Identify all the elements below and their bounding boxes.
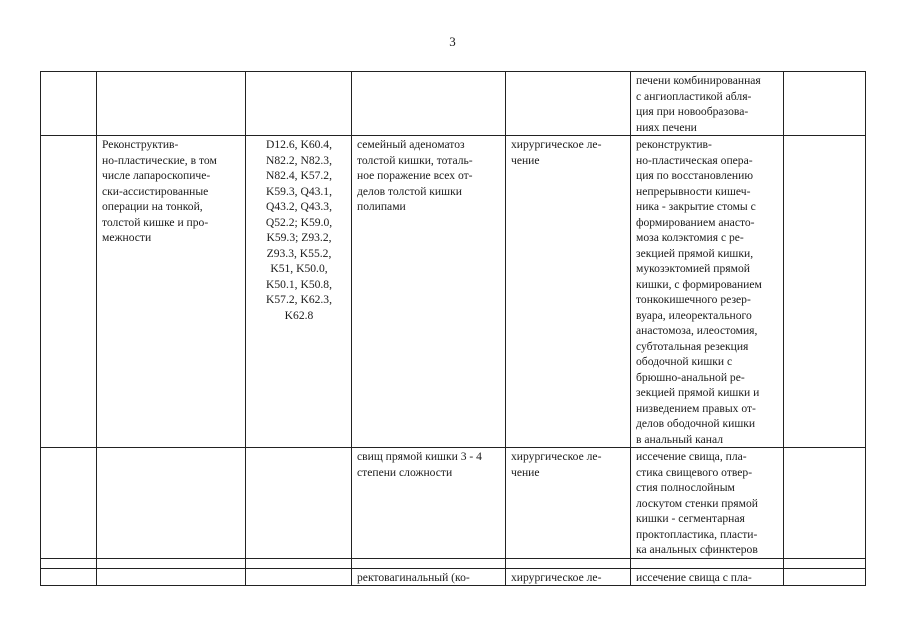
codes-cell	[246, 136, 352, 448]
method-cell	[97, 568, 246, 586]
description-line: ника - закрытие стомы с	[636, 200, 756, 213]
model-line: полипами	[357, 200, 406, 213]
description-line: формированием анасто-	[636, 215, 755, 229]
description-line: анастомоза, илеостомия,	[636, 324, 758, 337]
description-cell	[631, 558, 784, 568]
treatment-line: хирургическое ле-	[511, 450, 602, 463]
model-cell	[352, 558, 506, 568]
description-line: ция при новообразова-	[636, 105, 749, 118]
table-row	[41, 136, 866, 448]
description-line: моза колэктомия с ре-	[636, 231, 744, 244]
method-cell	[97, 72, 246, 136]
treatment-cell	[506, 558, 631, 568]
number-cell	[41, 568, 97, 586]
table-row	[41, 448, 866, 559]
description-line: лоскутом стенки прямой	[636, 496, 758, 510]
treatment-cell	[506, 448, 631, 559]
number-cell	[41, 136, 97, 448]
description-cell	[631, 72, 784, 136]
description-line: зекцией прямой кишки,	[636, 246, 754, 260]
model-line: делов толстой кишки	[357, 184, 462, 198]
table-row	[41, 558, 866, 568]
method-cell	[97, 558, 246, 568]
codes-line: D12.6, K60.4,	[265, 138, 333, 151]
description-line: низведением правых от-	[636, 401, 756, 415]
model-line: толстой кишки, тоталь-	[357, 153, 473, 167]
codes-line: N82.4, K57.2,	[265, 169, 333, 182]
description-line: кишки - сегментарная	[636, 512, 745, 525]
page-number: 3	[449, 34, 456, 49]
codes-line: K51, K50.0,	[270, 262, 328, 275]
description-line: кишки, с формированием	[636, 277, 762, 291]
codes-line: K57.2, K62.3,	[265, 293, 333, 306]
codes-cell	[246, 448, 352, 559]
description-line: ция по восстановлению	[636, 169, 753, 182]
description-line: с ангиопластикой абля-	[636, 89, 752, 103]
description-cell	[631, 448, 784, 559]
method-line: числе лапароскопиче-	[102, 169, 211, 182]
treatment-table	[40, 71, 866, 586]
codes-cell	[246, 72, 352, 136]
number-cell	[41, 448, 97, 559]
description-line: иссечение свища, пла-	[636, 450, 747, 463]
table-row	[41, 72, 866, 136]
description-line: но-пластическая опера-	[636, 153, 753, 167]
description-line: ка анальных сфинктеров	[636, 543, 758, 556]
method-line: но-пластические, в том	[102, 153, 217, 167]
codes-line: K59.3; Z93.2,	[266, 231, 332, 244]
treatment-line: хирургическое ле-	[511, 138, 602, 151]
codes-cell	[246, 568, 352, 586]
description-line: ниях печени	[636, 120, 697, 134]
description-line: зекцией прямой кишки и	[636, 386, 760, 399]
model-cell	[352, 136, 506, 448]
model-line: ное поражение всех от-	[357, 169, 473, 182]
number-cell	[41, 72, 97, 136]
method-line: межности	[102, 231, 152, 244]
method-cell	[97, 448, 246, 559]
method-line: толстой кишке и про-	[102, 215, 209, 229]
model-cell	[352, 568, 506, 586]
cost-cell	[784, 568, 866, 586]
description-line: субтотальная резекция	[636, 339, 749, 353]
description-line: стия полнослойным	[636, 481, 735, 494]
description-line: реконструктив-	[636, 138, 712, 151]
codes-line: K62.8	[284, 308, 314, 322]
method-cell	[97, 136, 246, 448]
description-line: тонкокишечного резер-	[636, 293, 751, 306]
treatment-line: хирургическое ле-	[511, 570, 602, 584]
cost-cell	[784, 136, 866, 448]
treatment-line: чение	[511, 153, 540, 167]
model-line: ректовагинальный (ко-	[357, 570, 470, 584]
description-line: проктопластика, пласти-	[636, 527, 758, 541]
codes-line: Q43.2, Q43.3,	[265, 200, 333, 213]
description-line: делов ободочной кишки	[636, 417, 756, 430]
cost-cell	[784, 558, 866, 568]
description-line: мукозэктомией прямой	[636, 262, 750, 275]
cost-cell	[784, 448, 866, 559]
description-line: в анальный канал	[636, 432, 723, 446]
description-line: ободочной кишки с	[636, 355, 733, 368]
method-line: Реконструктив-	[102, 138, 179, 151]
codes-line: K50.1, K50.8,	[265, 277, 333, 291]
table-row	[41, 568, 866, 586]
method-line: операции на тонкой,	[102, 200, 203, 213]
treatment-line: чение	[511, 465, 540, 479]
codes-line: Z93.3, K55.2,	[266, 246, 332, 260]
treatment-cell	[506, 568, 631, 586]
model-cell	[352, 72, 506, 136]
codes-line: N82.2, N82.3,	[265, 153, 333, 167]
description-line: стика свищевого отвер-	[636, 465, 753, 479]
description-cell	[631, 136, 784, 448]
description-line: непрерывности кишеч-	[636, 184, 751, 198]
cost-cell	[784, 72, 866, 136]
description-line: брюшно-анальной ре-	[636, 370, 745, 384]
model-cell	[352, 448, 506, 559]
description-cell	[631, 568, 784, 586]
number-cell	[41, 558, 97, 568]
method-line: ски-ассистированные	[102, 184, 209, 198]
description-line: вуара, илеоректального	[636, 308, 752, 322]
model-line: семейный аденоматоз	[357, 138, 465, 151]
treatment-cell	[506, 136, 631, 448]
model-line: степени сложности	[357, 465, 453, 479]
model-line: свищ прямой кишки 3 - 4	[357, 450, 482, 463]
treatment-cell	[506, 72, 631, 136]
description-line: иссечение свища с пла-	[636, 570, 752, 584]
codes-line: K59.3, Q43.1,	[265, 184, 333, 198]
codes-cell	[246, 558, 352, 568]
codes-line: Q52.2; K59.0,	[265, 215, 333, 229]
description-line: печени комбинированная	[636, 74, 761, 87]
